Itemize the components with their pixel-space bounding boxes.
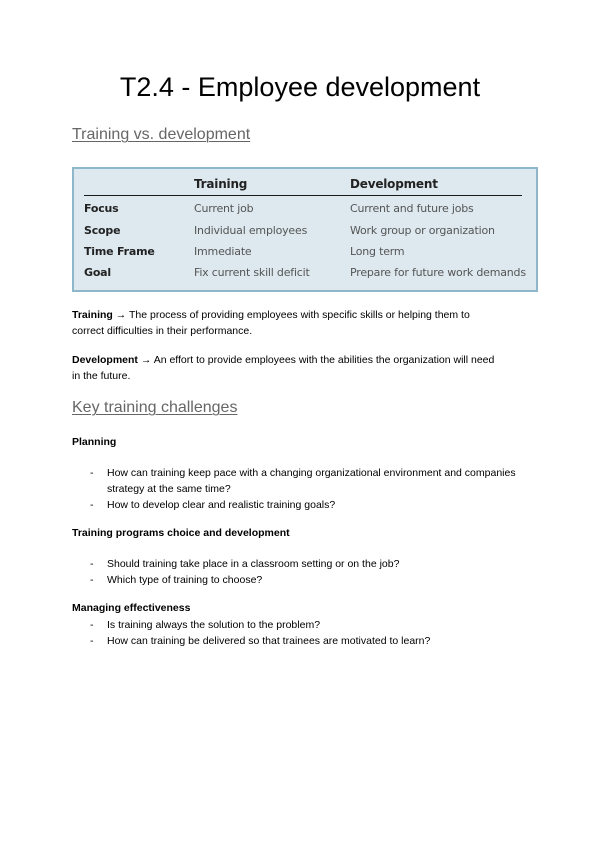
bullet-dash: -: [90, 499, 94, 511]
challenge-heading-training-programs: Training programs choice and development: [72, 527, 290, 539]
list-item-text: Which type of training to choose?: [107, 574, 263, 586]
table-cell: Current job: [194, 202, 254, 215]
challenge-heading-planning: Planning: [72, 436, 117, 448]
table-header-development: Development: [350, 177, 438, 191]
list-item: [90, 633, 530, 649]
table-cell: Fix current skill deficit: [194, 266, 310, 279]
list-item: [90, 556, 530, 572]
table-cell: Prepare for future work demands: [350, 266, 526, 279]
table-row-label-goal: Goal: [84, 266, 111, 279]
bullet-dash: -: [90, 619, 94, 631]
development-term: Development: [72, 354, 138, 366]
table-row-label-scope: Scope: [84, 224, 121, 237]
list-item: [90, 617, 530, 633]
table-row-label-time-frame: Time Frame: [84, 245, 155, 258]
challenge-heading-managing-effectiveness: Managing effectiveness: [72, 602, 191, 614]
table-header-rule: [84, 195, 522, 196]
list-item-text: Should training take place in a classroom setting or on the job?: [107, 558, 400, 570]
list-item-text: How can training be delivered so that trainees are motivated to learn?: [107, 635, 431, 647]
list-item: [90, 465, 530, 497]
page-title: T2.4 - Employee development: [119, 72, 481, 102]
development-definition-line2: in the future.: [72, 370, 131, 382]
section-heading-key-training-challenges: Key training challenges: [72, 399, 238, 416]
table-cell: Immediate: [194, 245, 252, 258]
development-definition-line1: → An effort to provide employees with the abilities the organization will need: [137, 354, 495, 366]
table-row-label-focus: Focus: [84, 202, 119, 215]
table-header-training: Training: [194, 177, 248, 191]
table-cell: Work group or organization: [350, 224, 495, 237]
list-item-text: How to develop clear and realistic training goals?: [107, 499, 336, 511]
table-cell: Long term: [350, 245, 405, 258]
challenge-list-planning: [90, 465, 530, 513]
list-item: [90, 497, 530, 513]
bullet-dash: -: [90, 635, 94, 647]
bullet-dash: -: [90, 574, 94, 586]
training-term: Training: [72, 309, 113, 321]
bullet-dash: -: [90, 467, 94, 479]
training-definition: [72, 307, 532, 339]
table-cell: Individual employees: [194, 224, 308, 237]
comparison-table: [72, 167, 538, 292]
list-item-text: How can training keep pace with a changing organizational environment and companies strategy at the same time?: [107, 467, 516, 495]
bullet-dash: -: [90, 558, 94, 570]
section-heading-training-vs-development: Training vs. development: [72, 126, 251, 143]
development-definition: [72, 352, 532, 384]
challenge-list-managing-effectiveness: [90, 617, 530, 649]
list-item: [90, 572, 530, 588]
training-definition-line2: correct difficulties in their performance.: [72, 325, 253, 337]
list-item-text: Is training always the solution to the problem?: [107, 619, 321, 631]
challenge-list-training-programs: [90, 556, 530, 588]
table-cell: Current and future jobs: [350, 202, 474, 215]
training-definition-line1: → The process of providing employees with specific skills or helping them to: [112, 309, 470, 321]
